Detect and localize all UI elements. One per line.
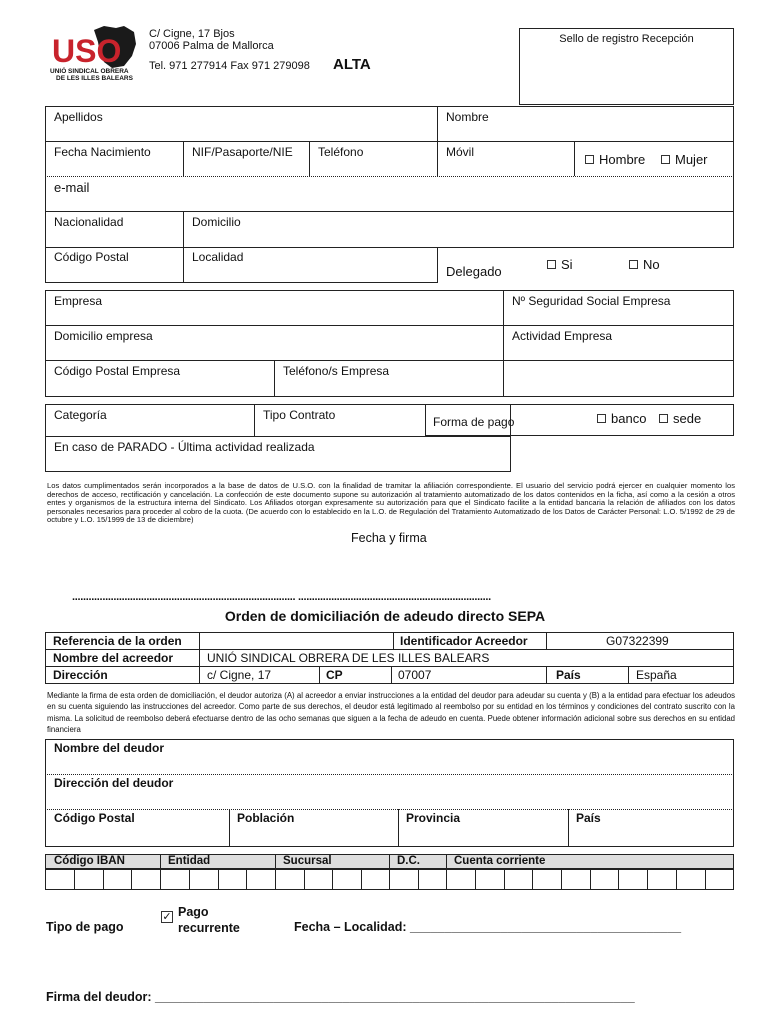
mujer-option[interactable] bbox=[661, 152, 708, 167]
telefono-empresa-field[interactable]: Teléfono/s Empresa bbox=[283, 364, 390, 378]
delegado-si-option[interactable] bbox=[547, 257, 573, 272]
id-acreedor-label: Identificador Acreedor bbox=[400, 634, 528, 648]
nss-field[interactable]: Nº Seguridad Social Empresa bbox=[512, 294, 671, 308]
fecha-localidad-field[interactable]: Fecha – Localidad: _______________________________________ bbox=[294, 920, 682, 934]
banco-checkbox[interactable] bbox=[597, 414, 606, 423]
apellidos-field[interactable]: Apellidos bbox=[54, 110, 103, 124]
categoria-field[interactable]: Categoría bbox=[54, 408, 107, 422]
pago-label-line-1: Pago bbox=[178, 905, 209, 919]
tipo-pago-label: Tipo de pago bbox=[46, 920, 124, 934]
domicilio-field[interactable]: Domicilio bbox=[192, 215, 241, 229]
domicilio-empresa-field[interactable]: Domicilio empresa bbox=[54, 329, 153, 343]
pais-deudor-field[interactable]: País bbox=[576, 811, 601, 825]
nombre-deudor-field[interactable]: Nombre del deudor bbox=[54, 741, 165, 755]
sede-checkbox[interactable] bbox=[659, 414, 668, 423]
hombre-checkbox[interactable] bbox=[585, 155, 594, 164]
pais-label: País bbox=[556, 668, 581, 682]
fecha-firma-label: Fecha y firma bbox=[351, 531, 427, 545]
direccion-deudor-field[interactable]: Dirección del deudor bbox=[54, 776, 174, 790]
tipo-contrato-field[interactable]: Tipo Contrato bbox=[263, 408, 336, 422]
fecha-nacimiento-field[interactable]: Fecha Nacimiento bbox=[54, 145, 151, 159]
stamp-box bbox=[519, 28, 734, 105]
phone-fax: Tel. 971 277914 Fax 971 279098 bbox=[149, 60, 310, 72]
sepa-title: Orden de domiciliación de adeudo directo SEPA bbox=[224, 608, 546, 624]
mandate-text: Mediante la firma de esta orden de domiciliación, el deudor autoriza (A) al acreedor a enviar instrucciones a la entidad del deudor para adeudar su cuenta y (B) a la entidad para efectuar los adeudos en su cuenta siguiendo las instrucciones del acreedor. Como parte de sus derechos, el deudor está legitimado al reembolso por su entidad en los términos y condiciones del contrato suscrito con la misma. La solicitud de reembolso deberá efectuarse dentro de las ocho semanas que siguen a la fecha de adeudo en cuenta. Puede obtener información adicional sobre sus derechos en su entidad financiera bbox=[47, 691, 735, 735]
logo-graphic bbox=[46, 24, 138, 70]
codigo-postal-field[interactable]: Código Postal bbox=[54, 250, 129, 264]
id-acreedor-value: G07322399 bbox=[606, 634, 669, 648]
cp-deudor-field[interactable]: Código Postal bbox=[54, 811, 135, 825]
direccion-label: Dirección bbox=[53, 668, 108, 682]
localidad-field[interactable]: Localidad bbox=[192, 250, 244, 264]
empresa-field[interactable]: Empresa bbox=[54, 294, 103, 308]
alta-title: ALTA bbox=[333, 56, 371, 73]
telefono-field[interactable]: Teléfono bbox=[318, 145, 364, 159]
delegado-no-checkbox[interactable] bbox=[629, 260, 638, 269]
sede-label: sede bbox=[673, 411, 702, 426]
debtor-box bbox=[45, 739, 734, 847]
nacionalidad-field[interactable]: Nacionalidad bbox=[54, 215, 124, 229]
pago-recurrente-checkbox[interactable] bbox=[161, 911, 173, 923]
sucursal-label: Sucursal bbox=[283, 855, 332, 867]
legal-text: Los datos cumplimentados serán incorporados a la base de datos de U.S.O. con la finalidad de tramitar la afiliación correspondiente. El usuario del servicio podrá ejercer en cualquier momento los derechos de acceso, rectificación y cancelación. La confección de este documento supone su autorización al tratamiento automatizado de los datos contenidos en la ficha, así como a la cesión a otros entes y organismos de la estructura interna del Sindicato. Los Afiliados otorgan expresamente su autorización para que el Sindicato facilite a la entidad bancaria la relación de afiliados con los datos personales necesarios para proceder al cobro de la cuota. (De acuerdo con lo establecido en la L.O. de Regulación del Tratamiento Automatizado de los Datos de Carácter Personal: L.O. 5/1992 de 29 de octubre y L.O. 15/1999 de 13 de diciembre) bbox=[47, 481, 735, 525]
provincia-field[interactable]: Provincia bbox=[406, 811, 461, 825]
mujer-label: Mujer bbox=[675, 152, 708, 167]
poblacion-field[interactable]: Población bbox=[237, 811, 295, 825]
address-line-1: C/ Cigne, 17 Bjos bbox=[149, 28, 235, 40]
personal-data-box bbox=[45, 106, 734, 248]
nif-field[interactable]: NIF/Pasaporte/NIE bbox=[192, 145, 293, 159]
address-line-2: 07006 Palma de Mallorca bbox=[149, 40, 274, 52]
ref-orden-label: Referencia de la orden bbox=[53, 634, 182, 648]
delegado-si-checkbox[interactable] bbox=[547, 260, 556, 269]
forma-pago-label: Forma de pago bbox=[433, 415, 515, 429]
si-label: Si bbox=[561, 257, 573, 272]
no-label: No bbox=[643, 257, 660, 272]
banco-label: banco bbox=[611, 411, 647, 426]
cp-localidad-box bbox=[45, 247, 438, 283]
stamp-label: Sello de registro Recepción bbox=[559, 33, 694, 45]
mujer-checkbox[interactable] bbox=[661, 155, 670, 164]
firma-deudor-field[interactable]: Firma del deudor: _____________________________________________________________________ bbox=[46, 990, 635, 1004]
dc-label: D.C. bbox=[397, 855, 420, 867]
cp-value: 07007 bbox=[398, 668, 432, 682]
sede-option[interactable] bbox=[659, 411, 701, 426]
logo-caption-1: UNIÓ SINDICAL OBRERA bbox=[50, 68, 129, 75]
pago-recurrente-label bbox=[178, 904, 240, 936]
checkmark-icon: ✓ bbox=[162, 911, 172, 923]
entidad-label: Entidad bbox=[168, 855, 211, 867]
delegado-label: Delegado bbox=[446, 264, 502, 279]
parado-field[interactable]: En caso de PARADO - Última actividad realizada bbox=[54, 440, 315, 454]
delegado-no-option[interactable] bbox=[629, 257, 660, 272]
direccion-value: c/ Cigne, 17 bbox=[207, 668, 272, 682]
banco-option[interactable] bbox=[597, 411, 646, 426]
uso-logo bbox=[46, 24, 138, 80]
actividad-field[interactable]: Actividad Empresa bbox=[512, 329, 613, 343]
nombre-acreedor-value: UNIÓ SINDICAL OBRERA DE LES ILLES BALEARS bbox=[207, 651, 490, 665]
signature-dotted-line: ................................................................................. ...................................................................... bbox=[72, 591, 491, 603]
pais-value: España bbox=[636, 668, 677, 682]
nombre-field[interactable]: Nombre bbox=[446, 110, 489, 124]
email-field[interactable]: e-mail bbox=[54, 180, 90, 195]
cuenta-label: Cuenta corriente bbox=[454, 855, 546, 867]
logo-text: USO bbox=[52, 33, 122, 69]
cp-label: CP bbox=[326, 668, 343, 682]
logo-caption-2: DE LES ILLES BALEARS bbox=[56, 75, 133, 82]
cp-empresa-field[interactable]: Código Postal Empresa bbox=[54, 364, 181, 378]
hombre-label: Hombre bbox=[599, 152, 646, 167]
iban-label: Código IBAN bbox=[54, 855, 125, 867]
movil-field[interactable]: Móvil bbox=[446, 145, 475, 159]
hombre-option[interactable] bbox=[585, 152, 645, 167]
nombre-acreedor-label: Nombre del acreedor bbox=[53, 651, 174, 665]
pago-label-line-2: recurrente bbox=[178, 921, 240, 935]
